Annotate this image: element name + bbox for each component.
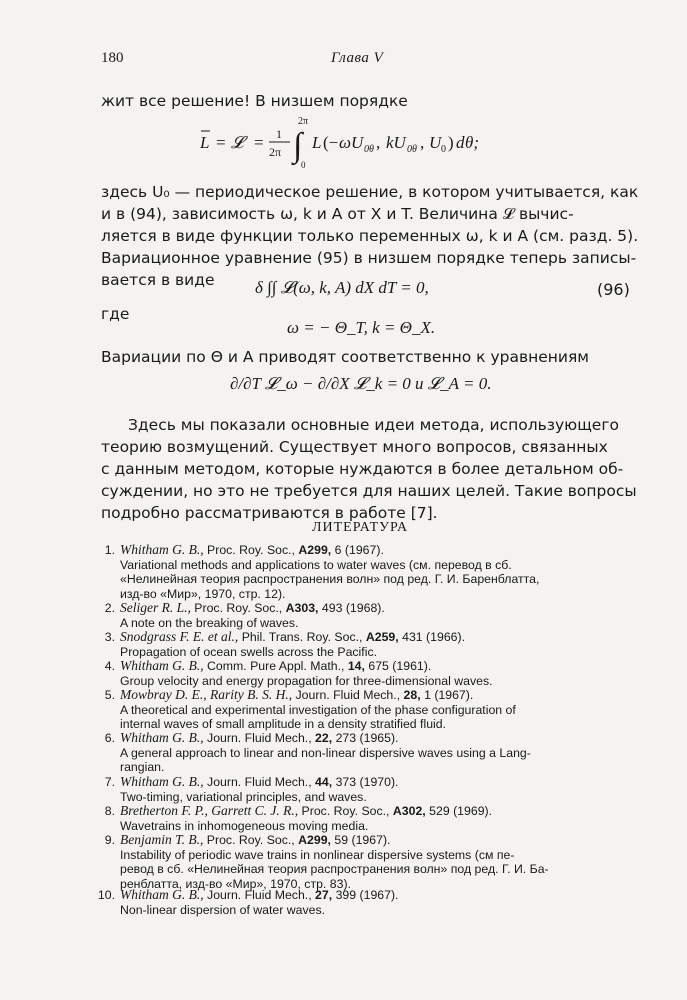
reference-volume: A299, (298, 543, 332, 557)
reference-volume: 28, (403, 688, 421, 702)
reference-author: Whitham G. B., (120, 887, 204, 902)
chapter-title: Глава V (331, 50, 384, 66)
page-number: 180 (101, 50, 124, 66)
reference-volume: A299, (298, 833, 331, 847)
text-line: Вариационное уравнение (95) в низшем порядке теперь записы- (101, 249, 637, 267)
svg-text:U: U (429, 133, 442, 152)
reference-pages-year: 675 (1961). (368, 659, 432, 673)
text-line: суждении, но это не требуется для наших целей. Такие вопросы (101, 482, 637, 500)
reference-item (100, 601, 632, 630)
equation-graphic (200, 112, 540, 170)
reference-author: Benjamin T. B., (120, 832, 204, 847)
reference-title-line: ренблатта, изд-во «Мир», 1970, стр. 83). (120, 876, 351, 891)
reference-volume: 27, (315, 888, 333, 902)
reference-volume: A302, (392, 804, 426, 818)
equation-definitions: ω = − Θ_T, k = Θ_X. (287, 318, 436, 337)
reference-title-line: «Нелинейная теория распространения волн» под ред. Г. И. Баренблатта, (120, 572, 540, 587)
reference-title-line: Variational methods and applications to water waves (см. перевод в сб. (120, 557, 512, 572)
svg-text:1: 1 (276, 127, 282, 141)
reference-title-line: Group velocity and energy propagation for three-dimensional waves. (120, 673, 493, 688)
svg-text:): ) (448, 133, 454, 152)
reference-source: Phil. Trans. Roy. Soc., (241, 630, 363, 644)
reference-title-line: A note on the breaking of waves. (120, 615, 299, 630)
svg-text:θ;: θ; (465, 133, 480, 152)
svg-text:,: , (420, 133, 425, 152)
text-line: и в (94), зависимость ω, k и A от X и T. Величина 𝓛 вычис- (101, 205, 574, 223)
reference-text (120, 804, 632, 833)
text-line: жит все решение! В низшем порядке (101, 92, 408, 110)
text-line: вается в виде (101, 271, 215, 289)
reference-pages-year: 1 (1967). (424, 688, 474, 702)
reference-number: 1. (104, 543, 115, 557)
reference-item (100, 543, 632, 601)
reference-title-line: Wavetrains in inhomogeneous moving media. (120, 818, 369, 833)
reference-number: 10. (97, 888, 115, 902)
svg-text:2π: 2π (298, 116, 309, 127)
reference-number: 2. (104, 601, 115, 615)
reference-number: 8. (104, 804, 115, 818)
reference-title-line: изд-во «Мир», 1970, стр. 12). (120, 586, 286, 601)
reference-source: Journ. Fluid Mech., (207, 775, 312, 789)
reference-title-line: Propagation of ocean swells across the Pacific. (120, 644, 378, 659)
reference-source: Journ. Fluid Mech., (207, 731, 312, 745)
equation-96: δ ∫∫ 𝓛(ω, k, A) dX dT = 0, (255, 278, 429, 297)
reference-number: 6. (104, 731, 115, 745)
equation-lagrangian-average (200, 112, 540, 170)
reference-number: 5. (104, 688, 115, 702)
svg-text:(−: (− (323, 133, 339, 152)
reference-number: 3. (104, 630, 115, 644)
reference-title-line: A general approach to linear and non-linear dispersive waves using a Lang- (120, 745, 531, 760)
reference-source: Proc. Roy. Soc., (207, 543, 295, 557)
reference-number: 7. (104, 775, 115, 789)
text-line: подробно рассматриваются в работе [7]. (101, 504, 438, 522)
reference-item (100, 804, 632, 833)
reference-author: Mowbray D. E., Rarity B. S. H., (120, 687, 293, 702)
reference-title-line: Two-timing, variational principles, and waves. (120, 789, 367, 804)
reference-pages-year: 6 (1967). (334, 543, 384, 557)
reference-text (120, 775, 632, 804)
reference-pages-year: 529 (1969). (429, 804, 493, 818)
reference-text (120, 833, 632, 891)
reference-title-line: A theoretical and experimental investigation of the phase configuration of (120, 702, 516, 717)
literature-heading: ЛИТЕРАТУРА (312, 520, 409, 535)
reference-source: Proc. Roy. Soc., (301, 804, 390, 818)
text-line: ляется в виде функции только переменных ω, k и A (см. разд. 5). (101, 227, 639, 245)
reference-volume: 22, (315, 731, 333, 745)
reference-item (100, 630, 632, 659)
reference-source: Journ. Fluid Mech., (207, 888, 312, 902)
text-line: теорию возмущений. Существует много вопросов, связанных (101, 438, 608, 456)
reference-source: Proc. Roy. Soc., (194, 601, 283, 615)
reference-text (120, 888, 632, 917)
reference-volume: 14, (347, 659, 365, 673)
svg-text:0θ: 0θ (364, 144, 374, 155)
svg-text:kU: kU (386, 133, 406, 152)
reference-author: Snodgrass F. E. et al., (120, 629, 239, 644)
reference-author: Whitham G. B., (120, 542, 204, 557)
svg-text:d: d (456, 133, 465, 152)
reference-volume: A259, (365, 630, 399, 644)
reference-author: Whitham G. B., (120, 730, 204, 745)
reference-source: Journ. Fluid Mech., (295, 688, 401, 702)
text-line: здесь U₀ — периодическое решение, в котором учитывается, как (101, 183, 639, 201)
reference-text (120, 543, 632, 601)
reference-title-line: Non-linear dispersion of water waves. (120, 902, 326, 917)
equation-number-96: (96) (597, 280, 630, 299)
reference-pages-year: 273 (1965). (335, 731, 399, 745)
reference-author: Bretherton F. P., Garrett C. J. R., (120, 803, 299, 818)
reference-volume: 44, (315, 775, 333, 789)
reference-item (100, 775, 632, 804)
reference-item (100, 833, 632, 891)
reference-number: 4. (104, 659, 115, 673)
text-line: где (101, 305, 130, 323)
reference-pages-year: 373 (1970). (335, 775, 399, 789)
svg-text:0: 0 (301, 160, 306, 170)
reference-pages-year: 431 (1966). (402, 630, 466, 644)
reference-text (120, 630, 632, 659)
reference-pages-year: 399 (1967). (335, 888, 399, 902)
reference-pages-year: 493 (1968). (321, 601, 385, 615)
text-line: Вариации по Θ и A приводят соответственно к уравнениям (101, 348, 589, 366)
svg-text:=: = (216, 133, 226, 152)
reference-text (120, 659, 632, 688)
reference-author: Whitham G. B., (120, 774, 204, 789)
svg-text:=: = (254, 133, 264, 152)
reference-item (100, 688, 632, 732)
reference-title-line: internal waves of small amplitude in a density stratified fluid. (120, 717, 447, 732)
reference-text (120, 601, 632, 630)
text-line: Здесь мы показали основные идеи метода, использующего (128, 416, 619, 434)
reference-title-line: rangian. (120, 760, 165, 775)
reference-item (100, 659, 632, 688)
reference-text (120, 731, 632, 775)
svg-text:,: , (376, 133, 381, 152)
equation-euler-lagrange: ∂/∂T 𝓛_ω − ∂/∂X 𝓛_k = 0 и 𝓛_A = 0. (230, 374, 492, 393)
text-line: с данным методом, которые нуждаются в более детальном об- (101, 460, 624, 478)
svg-text:ωU: ωU (339, 133, 364, 152)
svg-text:0θ: 0θ (407, 144, 417, 155)
svg-text:L: L (312, 133, 322, 152)
reference-volume: A303, (285, 601, 319, 615)
reference-item (100, 731, 632, 775)
reference-pages-year: 59 (1967). (334, 833, 391, 847)
reference-text (120, 688, 632, 732)
reference-number: 9. (104, 833, 115, 847)
svg-text:L: L (200, 133, 210, 152)
reference-source: Proc. Roy. Soc., (206, 833, 295, 847)
svg-text:∫: ∫ (293, 127, 303, 164)
reference-author: Seliger R. L., (120, 600, 191, 615)
reference-item (97, 887, 632, 917)
svg-text:𝓛: 𝓛 (231, 133, 244, 153)
svg-text:2π: 2π (269, 145, 282, 159)
reference-author: Whitham G. B., (120, 658, 204, 673)
reference-title-line: ревод в сб. «Нелинейная теория распространения волн» под ред. Г. И. Ба- (120, 862, 549, 877)
reference-source: Comm. Pure Appl. Math., (207, 659, 345, 673)
svg-text:0: 0 (441, 144, 446, 155)
reference-title-line: Instability of periodic wave trains in nonlinear dispersive systems (см пе- (120, 847, 515, 862)
